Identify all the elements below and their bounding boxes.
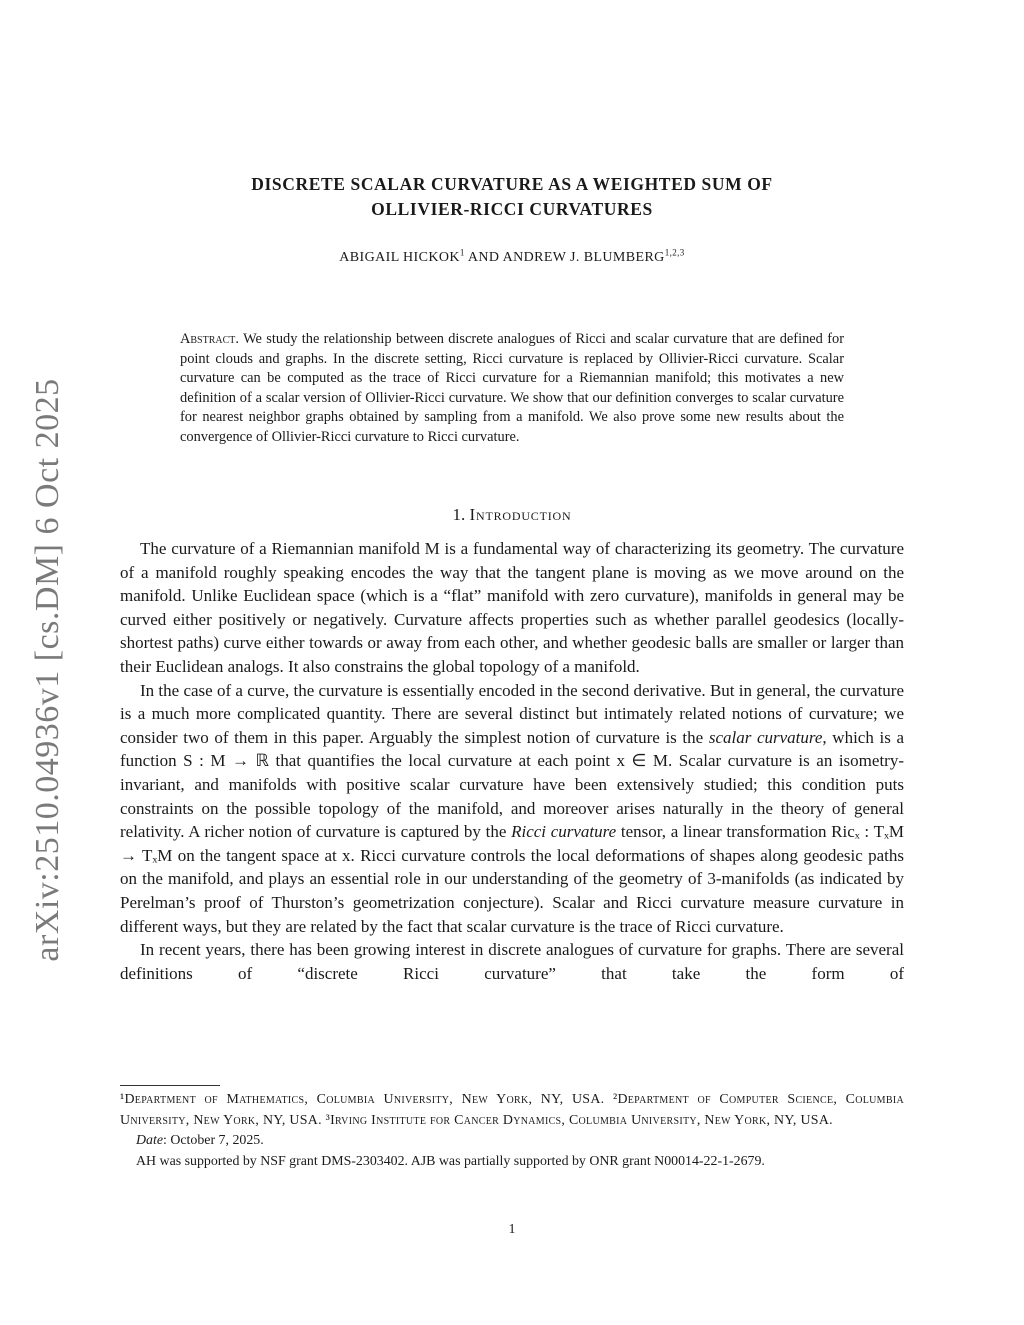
title-line-1: DISCRETE SCALAR CURVATURE AS A WEIGHTED SUM OF: [251, 174, 773, 194]
footnote-date-value: : October 7, 2025.: [163, 1133, 264, 1148]
paragraph-1: The curvature of a Riemannian manifold M is a fundamental way of characterizing its geometry. The curvature of a manifold roughly speaking encodes the way that the tangent plane is moving as we move around on the manifold. Unlike Euclidean space (which is a “flat” manifold with zero curvature), manifolds in general may be curved either positively or negatively. Curvature affects properties such as whether parallel geodesics (locally-shortest paths) curve either towards or away from each other, and whether geodesic balls are smaller or larger than their Euclidean analogs. It also constrains the global topology of a manifold.: [120, 539, 904, 676]
abstract-text: We study the relationship between discrete analogues of Ricci and scalar curvature that are defined for point clouds and graphs. In the discrete setting, Ricci curvature is replaced by Ollivier-Ricci curvature. Scalar curvature can be computed as the trace of Ricci curvature for a Riemannian manifold; this motivates a new definition of a scalar version of Ollivier-Ricci curvature. We show that our definition converges to scalar curvature for nearest neighbor graphs obtained by sampling from a manifold. We also prove some new results about the convergence of Ollivier-Ricci curvature to Ricci curvature.: [180, 331, 844, 445]
author-2: ANDREW J. BLUMBERG: [502, 250, 665, 265]
section-heading: [120, 505, 904, 525]
paragraph-2-part-c: tensor, a linear transformation Ricₓ : TₓM → TₓM on the tangent space at x. Ricci curvature controls the local deformations of shapes along geodesic paths on the manifold, and plays an essential role in our understanding of the geometry of 3-manifolds (as indicated by Perelman’s proof of Thurston’s geometrization conjecture). Scalar and Ricci curvature measure curvature in different ways, but they are related by the fact that scalar curvature is the trace of Ricci curvature.: [120, 822, 904, 936]
abstract: [180, 330, 844, 447]
term-ricci-curvature: Ricci curvature: [511, 822, 617, 842]
arxiv-identifier-text: arXiv:2510.04936v1 [cs.DM] 6 Oct 2025: [29, 378, 66, 962]
arxiv-identifier: [18, 380, 78, 960]
section-number: 1.: [452, 505, 466, 524]
footnote-date-label: Date: [136, 1133, 164, 1148]
section-title: Introduction: [469, 505, 572, 524]
author-conjunction: AND: [464, 250, 503, 265]
paragraph-2-part-b: , which is a function S : M → ℝ that quantifies the local curvature at each point x ∈ M. Scalar curvature is an isometry-invariant, and manifolds with positive scalar curvature have been extensively studied; this condition puts constraints on the possible topology of the manifold, and moreover arises naturally in the theory of general relativity. A richer notion of curvature is captured by the: [120, 727, 904, 842]
footnote-affiliations: ¹Department of Mathematics, Columbia University, New York, NY, USA. ²Department of Computer Science, Columbia University, New York, NY, USA. ³Irving Institute for Cancer Dynamics, Columbia University, New York, NY, USA.: [120, 1092, 904, 1128]
footnotes: [120, 1090, 904, 1172]
footnote-funding: AH was supported by NSF grant DMS-2303402. AJB was partially supported by ONR grant N00014-22-1-2679.: [136, 1153, 765, 1169]
author-list: [160, 247, 864, 266]
abstract-label: Abstract.: [180, 331, 239, 347]
footnote-date: [120, 1131, 904, 1152]
page-number: 1: [508, 1222, 516, 1237]
paragraph-2: [120, 679, 904, 939]
page-title: [160, 172, 864, 222]
author-2-affiliation: 1,2,3: [664, 247, 685, 258]
author-1: ABIGAIL HICKOK: [339, 250, 460, 265]
paragraph-3: In recent years, there has been growing interest in discrete analogues of curvature for graphs. There are several definitions of “discrete Ricci curvature” that take the form of: [120, 940, 904, 983]
body-text: [120, 537, 904, 985]
term-scalar-curvature: scalar curvature: [708, 727, 823, 747]
title-line-2: OLLIVIER-RICCI CURVATURES: [371, 199, 653, 219]
paragraph-2-part-a: In the case of a curve, the curvature is essentially encoded in the second derivative. But in general, the curvature is a much more complicated quantity. There are several distinct but intimately related notions of curvature; we consider two of them in this paper. Arguably the simplest notion of curvature is the: [120, 680, 904, 747]
author-1-affiliation: 1: [459, 247, 465, 258]
footnote-divider: [120, 1085, 220, 1086]
